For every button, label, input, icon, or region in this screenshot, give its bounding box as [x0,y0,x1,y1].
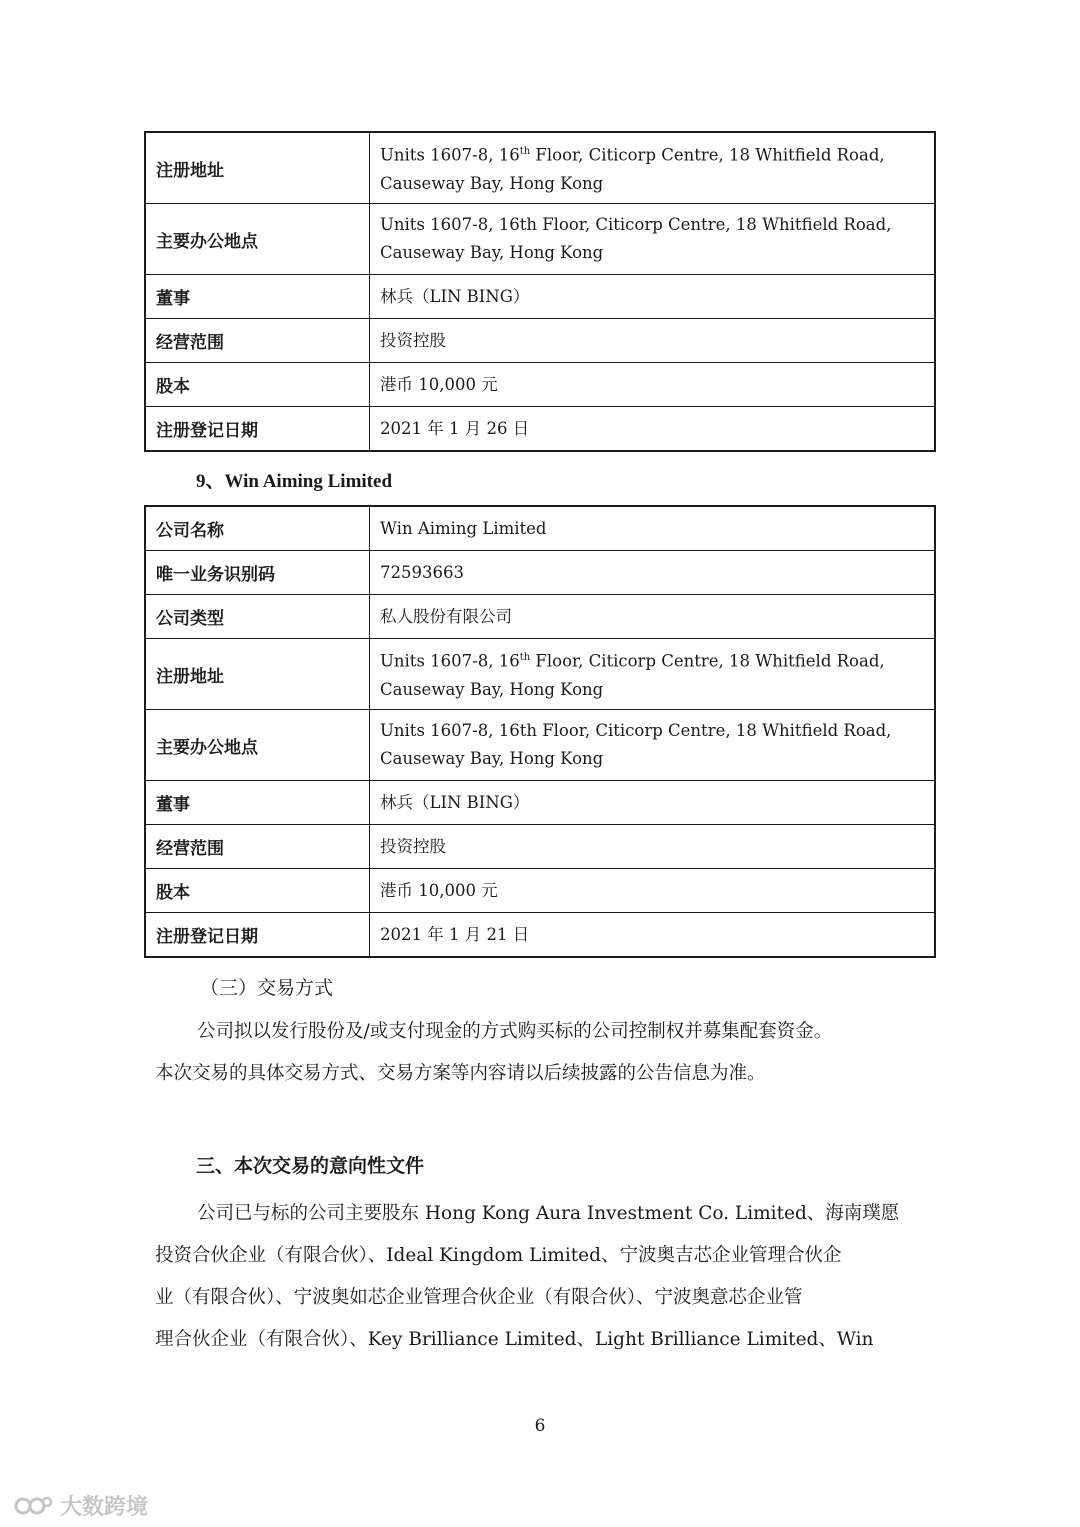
watermark [14,1490,148,1521]
transaction-method-paragraph [155,1011,927,1095]
row-value: Units 1607-8, 16th Floor, Citicorp Centre, 18 Whitfield Road, Causeway Bay, Hong Kong [370,204,936,275]
row-value: 2021 年 1 月 21 日 [370,913,936,958]
paragraph-line: 理合伙企业（有限合伙）、Key Brilliance Limited、Light Brilliance Limited、Win [155,1329,874,1350]
paragraph-line: 公司拟以发行股份及/或支付现金的方式购买标的公司控制权并募集配套资金。 [197,1021,833,1042]
section-title: 三、本次交易的意向性文件 [196,1155,425,1177]
table-row [145,639,935,710]
row-value: 投资控股 [370,319,936,363]
table-row [145,551,935,595]
row-value: Units 1607-8, 16th Floor, Citicorp Centre, 18 Whitfield Road, Causeway Bay, Hong Kong [370,639,936,710]
row-label: 主要办公地点 [145,204,370,275]
row-value: 林兵（LIN BING） [370,781,936,825]
watermark-logo-icon [14,1493,54,1519]
row-label: 注册登记日期 [145,913,370,958]
row-value: 林兵（LIN BING） [370,275,936,319]
row-label: 注册地址 [145,639,370,710]
table-row [145,275,935,319]
row-label: 董事 [145,275,370,319]
paragraph-line: 本次交易的具体交易方式、交易方案等内容请以后续披露的公告信息为准。 [155,1063,766,1084]
row-value: 港币 10,000 元 [370,363,936,407]
table-row [145,781,935,825]
row-label: 主要办公地点 [145,710,370,781]
row-value: Win Aiming Limited [370,506,936,551]
row-value: 港币 10,000 元 [370,869,936,913]
row-value: Units 1607-8, 16th Floor, Citicorp Centre, 18 Whitfield Road, Causeway Bay, Hong Kong [370,710,936,781]
row-value: 72593663 [370,551,936,595]
paragraph-line: 业（有限合伙）、宁波奥如芯企业管理合伙企业（有限合伙）、宁波奥意芯企业管 [155,1287,803,1308]
row-label: 经营范围 [145,319,370,363]
table-row [145,595,935,639]
row-label: 唯一业务识别码 [145,551,370,595]
row-value: Units 1607-8, 16th Floor, Citicorp Centre, 18 Whitfield Road, Causeway Bay, Hong Kong [370,132,936,204]
table-row [145,913,935,958]
row-value: 投资控股 [370,825,936,869]
transaction-method-heading: （三）交易方式 [200,977,334,999]
row-label: 注册登记日期 [145,407,370,452]
row-label: 公司名称 [145,506,370,551]
table-row [145,869,935,913]
row-label: 经营范围 [145,825,370,869]
table-row [145,825,935,869]
paragraph-line: 投资合伙企业（有限合伙）、Ideal Kingdom Limited、宁波奥吉芯企业管理合伙企 [155,1245,842,1266]
table-row [145,363,935,407]
row-value: 私人股份有限公司 [370,595,936,639]
watermark-text: 大数跨境 [60,1495,149,1520]
table-row [145,407,935,452]
row-label: 股本 [145,869,370,913]
table-row [145,319,935,363]
table-row [145,710,935,781]
row-label: 股本 [145,363,370,407]
company-info-table-1 [144,131,936,452]
row-label: 公司类型 [145,595,370,639]
row-value: 2021 年 1 月 26 日 [370,407,936,452]
row-label: 董事 [145,781,370,825]
table-row [145,506,935,551]
page-number: 6 [534,1416,546,1436]
table-row [145,132,935,204]
row-label: 注册地址 [145,132,370,204]
company-info-table-2 [144,505,936,958]
subsection-title: 9、Win Aiming Limited [196,471,393,492]
paragraph-line: 公司已与标的公司主要股东 Hong Kong Aura Investment Co. Limited、海南璞愿 [197,1203,900,1224]
table-row [145,204,935,275]
intent-documents-paragraph [155,1193,927,1361]
